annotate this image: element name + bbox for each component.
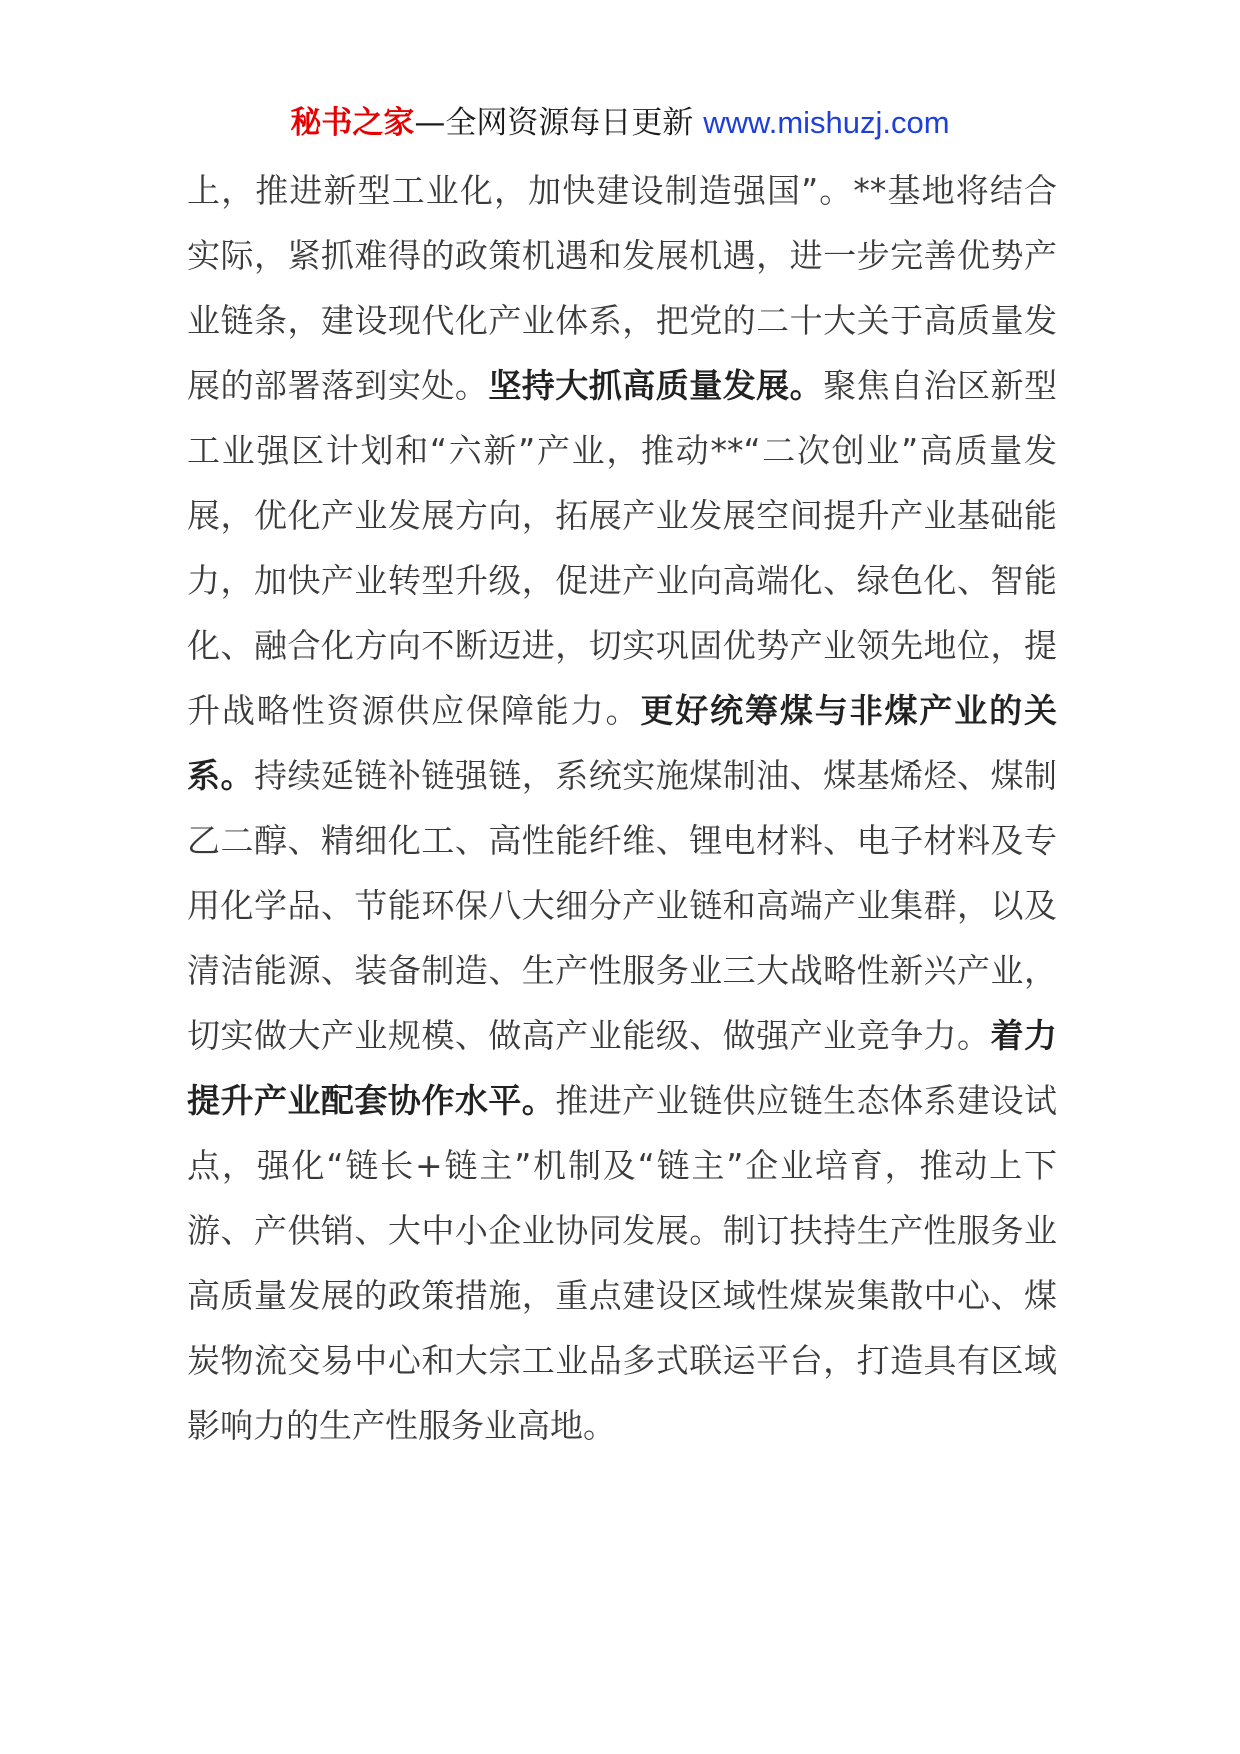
site-url-link[interactable]: www.mishuzj.com xyxy=(703,105,950,140)
site-header xyxy=(0,100,1240,146)
paragraph-text: 聚焦自治区新型工业强区计划和“六新”产业，推动**“二次创业”高质量发展，优化产业发展方向，拓展产业发展空间提升产业基础能力，加快产业转型升级，促进产业向高端化、绿色化、智能化、融合化方向不断迈进，切实巩固优势产业领先地位，提升战略性资源供应保障能力。 xyxy=(187,366,1058,730)
site-brand: 秘书之家 xyxy=(290,105,415,141)
document-paragraph xyxy=(187,158,1057,1458)
paragraph-text: 持续延链补链强链，系统实施煤制油、煤基烯烃、煤制乙二醇、精细化工、高性能纤维、锂电材料、电子材料及专用化学品、节能环保八大细分产业链和高端产业集群，以及清洁能源、装备制造、生产性服务业三大战略性新兴产业，切实做大产业规模、做高产业能级、做强产业竞争力。 xyxy=(187,756,1058,1055)
site-tagline: —全网资源每日更新 xyxy=(414,105,704,141)
paragraph-text: 上，推进新型工业化，加快建设制造强国”。**基地将结合实际，紧抓难得的政策机遇和发展机遇，进一步完善优势产业链条，建设现代化产业体系，把党的二十大关于高质量发展的部署落到实处。 xyxy=(187,171,1057,405)
paragraph-text: 推进产业链供应链生态体系建设试点，强化“链长+链主”机制及“链主”企业培育，推动上下游、产供销、大中小企业协同发展。制订扶持生产性服务业高质量发展的政策措施，重点建设区域性煤炭集散中心、煤炭物流交易中心和大宗工业品多式联运平台，打造具有区域影响力的生产性服务业高地。 xyxy=(187,1081,1058,1445)
bold-heading: 坚持大抓高质量发展。 xyxy=(488,366,824,405)
bold-heading: 着力提升产业配套协作水平。 xyxy=(187,1016,1058,1120)
bold-heading: 更好统筹煤与非煤产业的关系。 xyxy=(187,691,1057,795)
